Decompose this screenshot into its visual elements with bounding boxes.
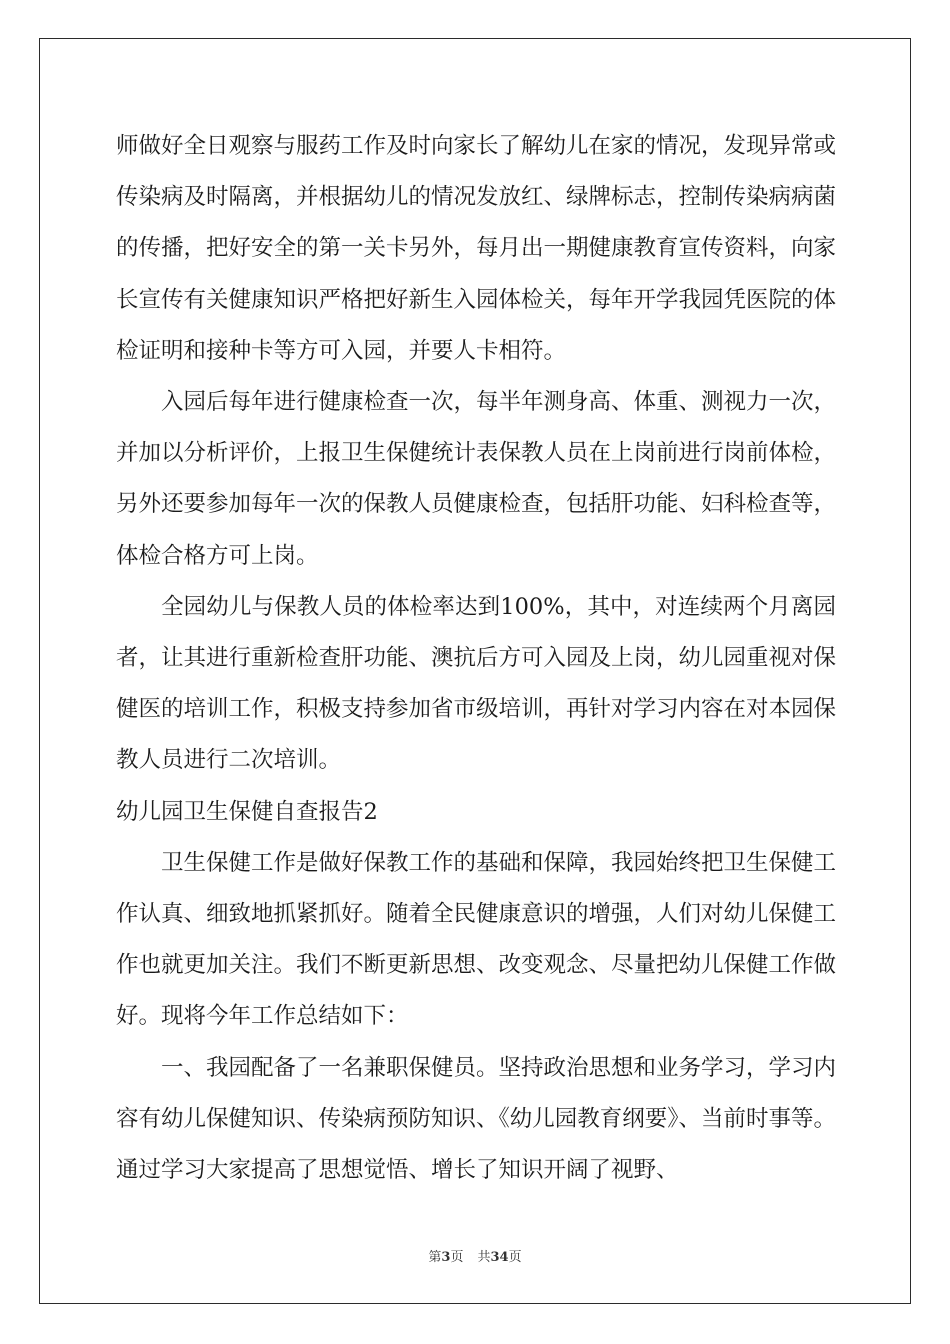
document-body [116,121,836,1196]
total-prefix: 共 [477,1250,491,1265]
paragraph-1: 师做好全日观察与服药工作及时向家长了解幼儿在家的情况，发现异常或传染病及时隔离，并根据幼儿的情况发放红、绿牌标志，控制传染病病菌的传播，把好安全的第一关卡另外，每月出一期健康教育宣传资料，向家长宣传有关健康知识严格把好新生入园体检关，每年开学我园凭医院的体检证明和接种卡等方可入园，并要人卡相符。 [116,133,837,364]
page-number: 3 [441,1250,451,1265]
page-suffix: 页 [450,1250,464,1265]
paragraph-3: 全园幼儿与保教人员的体检率达到100%，其中，对连续两个月离园者，让其进行重新检查肝功能、澳抗后方可入园及上岗，幼儿园重视对保健医的培训工作，积极支持参加省市级培训，再针对学习内容在对本园保教人员进行二次培训。 [116,593,837,774]
total-pages: 34 [490,1250,509,1265]
page-footer [0,1246,950,1265]
paragraph-2: 入园后每年进行健康检查一次，每半年测身高、体重、测视力一次，并加以分析评价，上报卫生保健统计表保教人员在上岗前进行岗前体检，另外还要参加每年一次的保教人员健康检查，包括肝功能、妇科检查等，体检合格方可上岗。 [116,389,837,569]
page-prefix: 第 [428,1250,442,1265]
total-suffix: 页 [508,1250,522,1265]
paragraph-5: 一、我园配备了一名兼职保健员。坚持政治思想和业务学习，学习内容有幼儿保健知识、传染病预防知识、《幼儿园教育纲要》、当前时事等。通过学习大家提高了思想觉悟、增长了知识开阔了视野、 [116,1054,837,1184]
section-heading: 幼儿园卫生保健自查报告2 [116,798,378,825]
paragraph-4: 卫生保健工作是做好保教工作的基础和保障，我园始终把卫生保健工作认真、细致地抓紧抓好。随着全民健康意识的增强，人们对幼儿保健工作也就更加关注。我们不断更新思想、改变观念、尽量把幼儿保健工作做好。现将今年工作总结如下： [116,849,837,1030]
